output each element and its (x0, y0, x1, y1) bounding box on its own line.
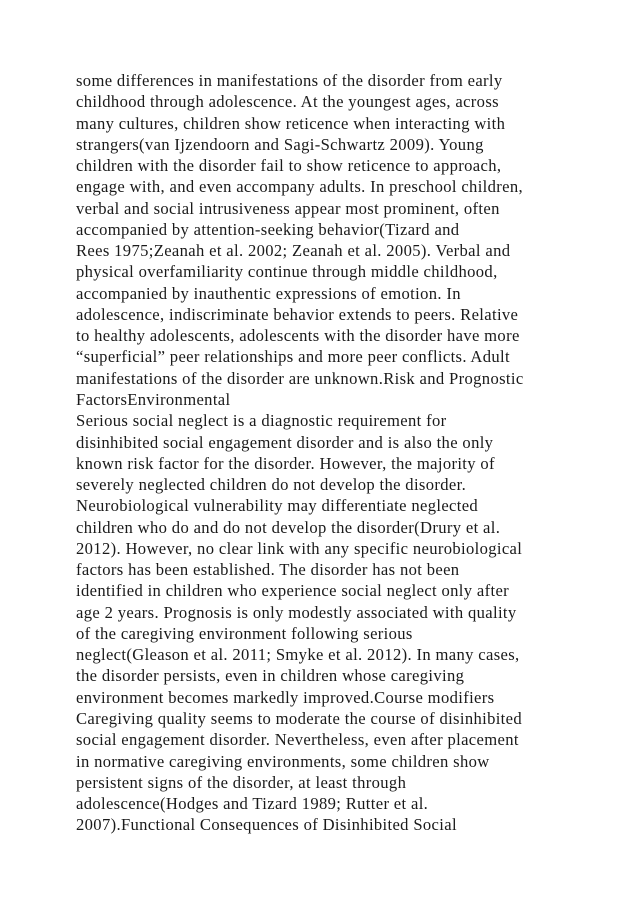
text-line: adolescence, indiscriminate behavior extends to peers. Relative (76, 304, 519, 324)
text-line: strangers(van Ijzendoorn and Sagi-Schwartz 2009). Young (76, 134, 484, 154)
text-line: Rees 1975;Zeanah et al. 2002; Zeanah et al. 2005). Verbal and (76, 241, 511, 261)
text-line: FactorsEnvironmental (76, 389, 231, 409)
text-line: neglect(Gleason et al. 2011; Smyke et al. 2012). In many cases, (76, 645, 520, 665)
text-line: “superficial” peer relationships and more peer conflicts. Adult (76, 347, 510, 367)
text-line: accompanied by inauthentic expressions of emotion. In (76, 283, 461, 303)
text-line: persistent signs of the disorder, at least through (76, 772, 407, 792)
text-line: 2007).Functional Consequences of Disinhibited Social (76, 815, 457, 835)
text-line: accompanied by attention-seeking behavior(Tizard and (76, 219, 460, 239)
text-line: environment becomes markedly improved.Course modifiers (76, 687, 495, 707)
body-text (76, 70, 636, 836)
text-line: physical overfamiliarity continue through middle childhood, (76, 262, 498, 282)
text-line: to healthy adolescents, adolescents with the disorder have more (76, 326, 520, 346)
text-line: many cultures, children show reticence when interacting with (76, 113, 506, 133)
text-line: severely neglected children do not develop the disorder. (76, 475, 467, 495)
text-line: Caregiving quality seems to moderate the course of disinhibited (76, 708, 523, 728)
text-line: in normative caregiving environments, some children show (76, 751, 490, 771)
text-line: children with the disorder fail to show reticence to approach, (76, 156, 502, 176)
text-line: manifestations of the disorder are unknown.Risk and Prognostic (76, 368, 524, 388)
text-line: Serious social neglect is a diagnostic requirement for (76, 411, 447, 431)
text-line: adolescence(Hodges and Tizard 1989; Rutter et al. (76, 794, 429, 814)
text-line: social engagement disorder. Nevertheless, even after placement (76, 730, 519, 750)
text-line: disinhibited social engagement disorder and is also the only (76, 432, 494, 452)
text-line: factors has been established. The disorder has not been (76, 560, 460, 580)
text-line: children who do and do not develop the disorder(Drury et al. (76, 517, 501, 537)
text-line: engage with, and even accompany adults. In preschool children, (76, 177, 523, 197)
text-line: 2012). However, no clear link with any specific neurobiological (76, 538, 523, 558)
text-line: childhood through adolescence. At the youngest ages, across (76, 92, 499, 112)
text-line: identified in children who experience social neglect only after (76, 581, 510, 601)
text-line: of the caregiving environment following serious (76, 623, 413, 643)
text-line: the disorder persists, even in children whose caregiving (76, 666, 465, 686)
text-line: some differences in manifestations of the disorder from early (76, 71, 503, 90)
text-line: age 2 years. Prognosis is only modestly associated with quality (76, 602, 517, 622)
text-line: known risk factor for the disorder. However, the majority of (76, 453, 495, 473)
text-line: verbal and social intrusiveness appear most prominent, often (76, 198, 500, 218)
text-line: Neurobiological vulnerability may differentiate neglected (76, 496, 479, 516)
